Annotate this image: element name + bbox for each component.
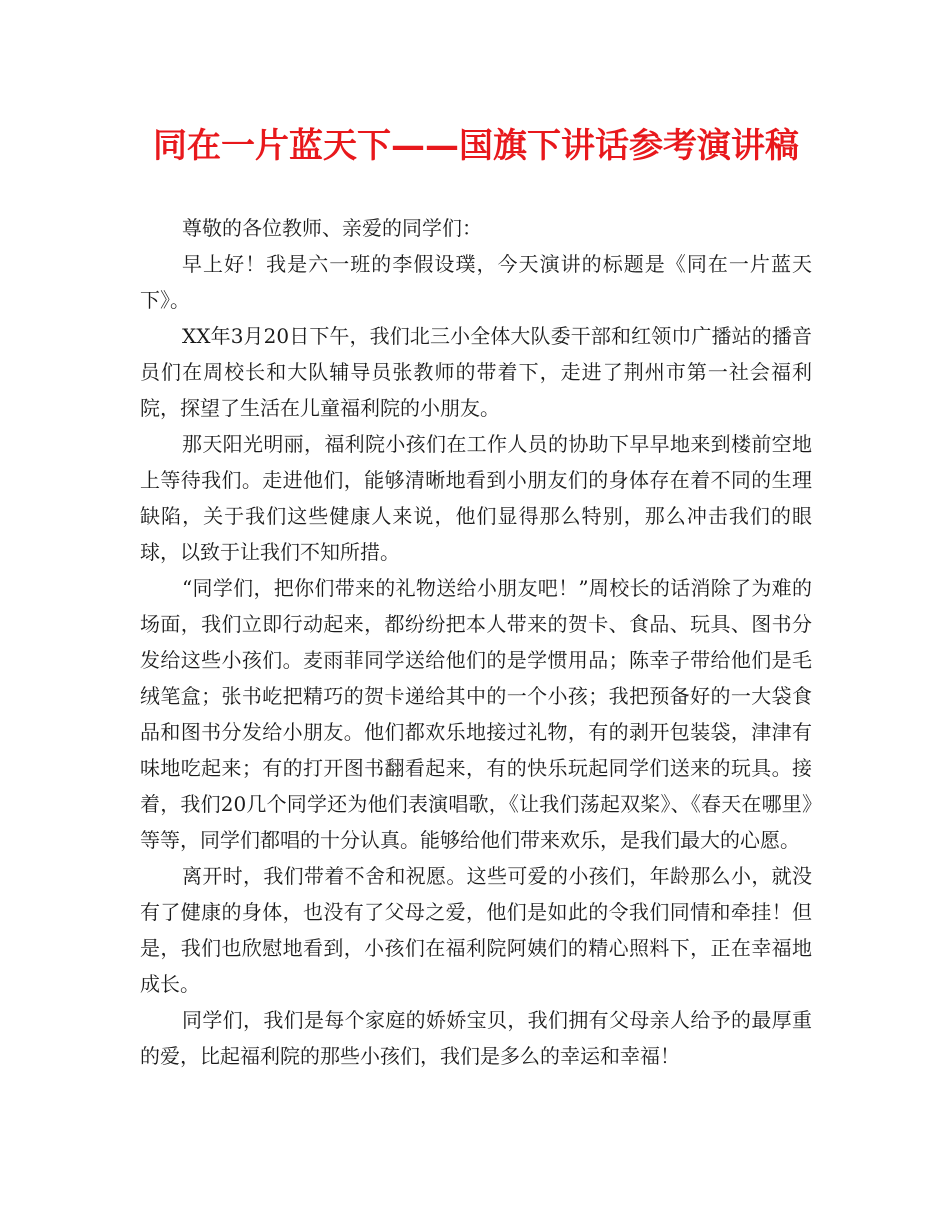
paragraph-visit: XX年3月20日下午，我们北三小全体大队委干部和红领巾广播站的播音员们在周校长和大队辅导员张教师的带着下，走进了荆州市第一社会福利院，探望了生活在儿童福利院的小朋友。 xyxy=(140,324,812,420)
document-body xyxy=(140,210,812,1074)
paragraph-greeting: 早上好！我是六一班的李假设璞，今天演讲的标题是《同在一片蓝天下》。 xyxy=(140,252,812,312)
document-title: 同在一片蓝天下——国旗下讲话参考演讲稿 xyxy=(153,126,799,166)
salutation: 尊敬的各位教师、亲爱的同学们： xyxy=(182,216,482,240)
paragraph-closing: 同学们，我们是每个家庭的娇娇宝贝，我们拥有父母亲人给予的最厚重的爱，比起福利院的那些小孩们，我们是多么的幸运和幸福！ xyxy=(140,1008,812,1068)
paragraph-arrival: 那天阳光明丽，福利院小孩们在工作人员的协助下早早地来到楼前空地上等待我们。走进他们，能够清晰地看到小朋友们的身体存在着不同的生理缺陷，关于我们这些健康人来说，他们显得那么特别，那么冲击我们的眼球，以致于让我们不知所措。 xyxy=(140,432,812,564)
paragraph-leaving: 离开时，我们带着不舍和祝愿。这些可爱的小孩们，年龄那么小，就没有了健康的身体，也没有了父母之爱，他们是如此的令我们同情和牵挂！但是，我们也欣慰地看到，小孩们在福利院阿姨们的精心照料下，正在幸福地成长。 xyxy=(140,864,812,996)
paragraph-gifts: “同学们，把你们带来的礼物送给小朋友吧！”周校长的话消除了为难的场面，我们立即行动起来，都纷纷把本人带来的贺卡、食品、玩具、图书分发给这些小孩们。麦雨菲同学送给他们的是学惯用品；陈幸子带给他们是毛绒笔盒；张书屹把精巧的贺卡递给其中的一个小孩；我把预备好的一大袋食品和图书分发给小朋友。他们都欢乐地接过礼物，有的剥开包装袋，津津有味地吃起来；有的打开图书翻看起来，有的快乐玩起同学们送来的玩具。接着，我们20几个同学还为他们表演唱歌，《让我们荡起双桨》、《春天在哪里》等等，同学们都唱的十分认真。能够给他们带来欢乐，是我们最大的心愿。 xyxy=(140,576,812,852)
